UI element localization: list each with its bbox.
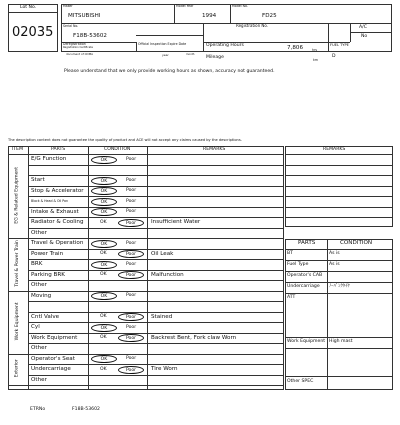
side-part-label: Work Equipment — [287, 339, 326, 344]
side-remarks-title: REMARKS — [323, 147, 346, 152]
deregistration-label: Deregistration — [63, 42, 86, 46]
side-part-condition: High mast — [329, 339, 353, 344]
condition-poor: Poor — [126, 356, 137, 361]
condition-ok: OK — [91, 177, 117, 185]
condition-ok: OK — [91, 208, 117, 216]
part-label: Other — [31, 282, 47, 288]
side-part-label: Other SPEC — [287, 379, 314, 384]
lot-number: 02035 — [12, 25, 54, 40]
registration-certificate-label: Registration Certificate — [63, 46, 93, 49]
side-part-condition: As is — [329, 251, 340, 256]
side-part-label: Fuel Type — [287, 262, 309, 267]
col-condition-header: CONDITION — [104, 147, 131, 152]
condition-poor: Poor — [126, 209, 137, 214]
ac-value: No — [361, 34, 368, 39]
side-part-label: ATT — [287, 295, 296, 300]
row-remark: Oil Leak — [151, 250, 174, 257]
model-no-value: FD25 — [262, 13, 277, 19]
side-part-condition: ﾉｰﾊﾟﾝｸﾀｲﾔ — [329, 284, 350, 289]
condition-ok: OK — [100, 314, 107, 319]
registration-label: Registration No. — [236, 23, 269, 28]
part-label: Other — [31, 345, 47, 351]
operating-hours-label: Operating Hours — [206, 43, 244, 48]
fuel-type-value: D — [332, 54, 336, 59]
side-col-parts-header: PARTS — [298, 240, 316, 246]
condition-poor: Poor — [118, 250, 144, 258]
row-remark: Tire Worn — [151, 366, 178, 372]
side-part-label: BT — [287, 251, 293, 256]
model-no-label: Model No. — [232, 4, 248, 8]
etr-value: F18B-53602 — [72, 407, 100, 412]
part-label: Intake & Exhaust — [31, 208, 79, 215]
condition-ok: OK — [91, 187, 117, 195]
part-label: Power Train — [31, 250, 64, 257]
part-label: Operator's Seat — [31, 355, 75, 362]
inspection-label: Official Inspection Expire Date — [138, 42, 187, 46]
operating-hours-value: 7,806 — [287, 45, 304, 51]
condition-ok: OK — [91, 292, 117, 300]
col-item-header: ITEM — [12, 147, 24, 152]
condition-ok: OK — [91, 198, 117, 206]
condition-poor: Poor — [126, 240, 137, 246]
condition-poor: Poor — [118, 366, 144, 374]
condition-poor: Poor — [126, 156, 137, 162]
group-label: Travel & Power Train — [14, 240, 20, 287]
lot-label: Lot No. — [20, 5, 37, 10]
part-label: Work Equipment — [31, 334, 78, 341]
condition-poor: Poor — [118, 271, 144, 279]
side-col-condition-header: CONDITION — [340, 240, 373, 246]
km-label: km — [313, 58, 318, 62]
etr-label: ETRNo — [30, 407, 46, 412]
group-label: Work Equipment — [14, 302, 20, 341]
condition-ok: OK — [91, 240, 117, 248]
condition-ok: OK — [100, 219, 107, 225]
part-label: Cyl — [31, 324, 40, 330]
part-label: Travel & Operation — [31, 240, 84, 246]
part-label: E/G Function — [31, 156, 67, 162]
condition-poor: Poor — [126, 261, 137, 267]
condition-poor: Poor — [126, 177, 137, 183]
row-remark: Insufficient Water — [151, 219, 201, 225]
fuel-type-label: FUEL TYPE — [330, 43, 349, 47]
hrs-label: hrs — [312, 48, 317, 52]
condition-poor: Poor — [118, 334, 144, 342]
part-label: Block & Head & Oil Pan — [31, 199, 69, 203]
row-remark: Backrest Bent, Fork claw Worn — [151, 334, 237, 341]
condition-poor: Poor — [118, 313, 144, 321]
part-label: Start — [31, 177, 45, 183]
serial-label: Serial No. — [63, 24, 79, 28]
group-label: EG & Related Equipment — [14, 166, 20, 224]
group-label: Exterior — [14, 359, 20, 378]
maker-value: MITSUBISHI — [68, 13, 101, 19]
month-label: month — [186, 53, 195, 56]
condition-poor: Poor — [126, 188, 137, 193]
condition-ok: OK — [100, 366, 107, 372]
part-label: Stop & Accelerator — [31, 187, 84, 194]
condition-poor: Poor — [126, 324, 137, 330]
side-part-label: Operator's CAB — [287, 273, 323, 278]
year-label: year — [162, 53, 169, 57]
model-year-label: Model Year — [176, 4, 194, 8]
side-part-label: Undercarriage — [287, 284, 320, 289]
condition-ok: OK — [100, 272, 107, 277]
model-year-value: 1994 — [202, 13, 217, 19]
condition-poor: Poor — [126, 198, 137, 204]
col-remarks-header: REMARKS — [203, 147, 226, 152]
serial-value: F18B-53602 — [73, 33, 107, 39]
condition-ok: OK — [100, 251, 107, 256]
cdma-label: document of CDMA — [66, 52, 94, 56]
condition-poor: Poor — [118, 219, 144, 227]
disclaimer: The description content does not guarantee the quality of product and ACE will not accept any claims caused by the descriptions. — [8, 138, 242, 142]
condition-ok: OK — [91, 261, 117, 269]
condition-ok: OK — [100, 335, 107, 340]
side-part-condition: As is — [329, 262, 340, 267]
condition-poor: Poor — [126, 293, 137, 298]
ac-label: A/C — [359, 25, 367, 30]
part-label: Undercarriage — [31, 366, 71, 372]
part-label: Radiator & Cooling — [31, 219, 84, 225]
maker-label: Maker — [63, 4, 73, 8]
part-label: Cntl Valve — [31, 313, 60, 320]
part-label: BRK — [31, 261, 43, 267]
part-label: Parking BRK — [31, 271, 65, 278]
condition-ok: OK — [91, 324, 117, 332]
row-remark: Malfunction — [151, 271, 184, 278]
accuracy-note: Please understand that we only provide working hours as shown, accuracy not guaranteed. — [64, 69, 275, 74]
mileage-label: Mileage — [206, 55, 224, 60]
condition-ok: OK — [91, 156, 117, 164]
condition-ok: OK — [91, 355, 117, 363]
col-parts-header: PARTS — [51, 147, 66, 152]
part-label: Other — [31, 376, 47, 383]
row-remark: Stained — [151, 313, 173, 320]
part-label: Moving — [31, 292, 52, 299]
part-label: Other — [31, 229, 47, 236]
